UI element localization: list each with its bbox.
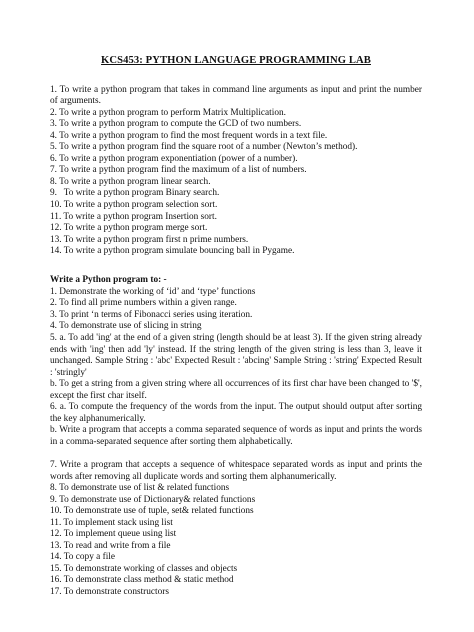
document-title: KCS453: PYTHON LANGUAGE PROGRAMMING LAB <box>101 55 371 66</box>
program-list-1 <box>50 85 422 258</box>
list-item: 11. To implement stack using list <box>50 517 173 528</box>
list-item: 5. a. To add 'ing' at the end of a given string (length should be at least 3). If the given string already ends with 'ing' then add 'ly' instead. If the string length of the given string is less than 3, leave it unchanged. Sample String : 'abc' Expected Result : 'abcing' Sample String : 'string' Expected Result : 'stringly' <box>50 332 422 378</box>
list-item: 6. To write a python program exponentiation (power of a number). <box>50 153 298 164</box>
list-item: 5. To write a python program find the square root of a number (Newton’s method). <box>50 142 358 153</box>
list-item: 14. To copy a file <box>50 552 116 563</box>
list-item: 7. To write a python program find the maximum of a list of numbers. <box>50 165 307 176</box>
program-list-2 <box>50 287 422 449</box>
list-item: 1. To write a python program that takes in command line arguments as input and print the number of arguments. <box>50 84 422 107</box>
list-item: 10. To write a python program selection sort. <box>50 200 218 211</box>
list-item: 8. To write a python program linear search. <box>50 176 211 187</box>
list-item: 2. To find all prime numbers within a given range. <box>50 298 237 309</box>
list-item: 9. To demonstrate use of Dictionary& related functions <box>50 494 256 505</box>
list-item: 11. To write a python program Insertion sort. <box>50 211 217 222</box>
list-item: 9. To write a python program Binary search. <box>50 188 220 199</box>
list-item: 4. To demonstrate use of slicing in string <box>50 321 202 332</box>
section-heading: Write a Python program to: - <box>50 275 167 286</box>
list-item: 3. To print ‘n terms of Fibonacci series using iteration. <box>50 309 253 320</box>
list-item: 7. Write a program that accepts a sequence of whitespace separated words as input and prints the words after removing all duplicate words and sorting them alphanumerically. <box>50 459 422 482</box>
list-item: 16. To demonstrate class method & static method <box>50 575 234 586</box>
list-item: b. To get a string from a given string where all occurrences of its first char have been changed to '$', except the first char itself. <box>50 379 422 401</box>
list-item: 4. To write a python program to find the most frequent words in a text file. <box>50 130 328 141</box>
list-item: 13. To read and write from a file <box>50 540 171 551</box>
list-item: 3. To write a python program to compute the GCD of two numbers. <box>50 119 302 130</box>
list-item: 6. a. To compute the frequency of the words from the input. The output should output after sorting the key alphanumerically. <box>50 402 422 424</box>
list-item: 12. To write a python program merge sort. <box>50 223 208 234</box>
list-item: b. Write a program that accepts a comma separated sequence of words as input and prints the words in a comma-separated sequence after sorting them alphabetically. <box>50 425 422 447</box>
list-item: 15. To demonstrate working of classes and objects <box>50 563 238 574</box>
list-item: 17. To demonstrate constructors <box>50 586 169 597</box>
list-item: 2. To write a python program to perform Matrix Multiplication. <box>50 107 286 118</box>
list-item: 1. Demonstrate the working of ‘id’ and ‘type’ functions <box>50 286 256 297</box>
list-item: 10. To demonstrate use of tuple, set& related functions <box>50 506 254 517</box>
list-item: 13. To write a python program first n prime numbers. <box>50 234 249 245</box>
program-list-3 <box>50 460 422 599</box>
list-item: 12. To implement queue using list <box>50 529 177 540</box>
list-item: 8. To demonstrate use of list & related functions <box>50 483 230 494</box>
list-item: 14. To write a python program simulate bouncing ball in Pygame. <box>50 246 295 257</box>
spacer <box>50 258 422 270</box>
spacer <box>50 448 422 460</box>
